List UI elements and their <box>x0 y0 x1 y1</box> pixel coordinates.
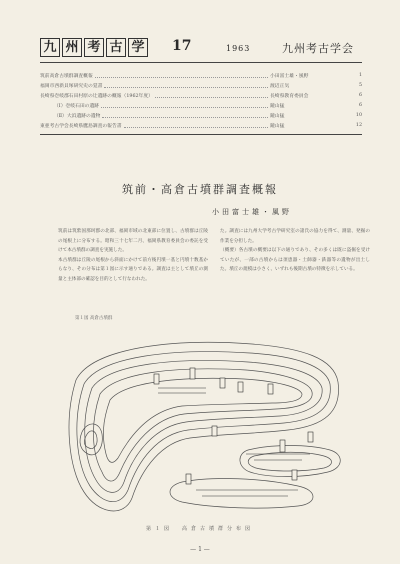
masthead-char: 九 <box>40 38 60 57</box>
toc-author: 小田富士雄・風野 <box>270 73 309 79</box>
tumulus-marker <box>186 474 191 484</box>
article-authors: 小田富士雄・風野 <box>212 208 292 216</box>
toc-page: 5 <box>358 82 362 88</box>
toc-leader <box>101 103 268 108</box>
toc-title: （Ⅰ）壱岐石田の遺跡 <box>54 103 100 109</box>
tumulus-marker <box>154 374 159 384</box>
toc-entry <box>40 110 362 120</box>
toc-leader <box>95 73 268 78</box>
tumulus-marker <box>190 368 195 379</box>
toc-leader <box>104 83 268 88</box>
toc-author: 長崎県教育委員会 <box>270 93 309 99</box>
tumulus-marker <box>220 378 225 388</box>
toc-title: 長崎県壱岐郡石田村原の辻遺跡の概報（1962年度） <box>40 93 153 99</box>
society-name: 九州考古学会 <box>282 42 354 55</box>
contour-line <box>248 452 331 471</box>
toc-author: 渡辺正気 <box>270 83 290 89</box>
toc-page: 6 <box>358 102 362 108</box>
toc-author: 鏡山猛 <box>270 113 285 119</box>
toc-rule <box>40 134 362 135</box>
body-paragraph: た。調査には九州大学考古学研究室の諸氏の協力を得て、測量、発掘の作業を分担した。 <box>220 229 370 244</box>
issue-number: 17 <box>172 38 192 54</box>
tumulus-marker <box>268 384 273 394</box>
tumulus-mound <box>80 424 102 455</box>
tumulus-marker <box>280 440 285 452</box>
toc-title: 筑前高倉古墳群調査概報 <box>40 73 93 79</box>
toc-page: 10 <box>355 112 362 118</box>
masthead-char: 考 <box>84 38 104 57</box>
header-rule <box>40 62 362 63</box>
page-number: — 1 — <box>190 546 210 553</box>
article-column-left <box>58 227 208 284</box>
publication-year: 1963 <box>226 44 251 53</box>
tumulus-mound <box>84 431 97 449</box>
journal-masthead <box>40 38 170 57</box>
contour-line <box>170 479 313 509</box>
article-column-right <box>220 227 370 275</box>
toc-leader <box>102 113 268 118</box>
toc-leader <box>124 123 268 128</box>
contour-line <box>93 369 312 481</box>
table-of-contents <box>40 70 362 130</box>
figure-caption: 第１図 高倉古墳群分布図 <box>145 526 254 532</box>
toc-page: 12 <box>355 122 362 128</box>
body-paragraph: 筑前は筑紫国那珂郡の北部、福岡市域の北東部に位置し、古墳群は丘陵の尾根上に分布する。昭和三十七年二月、福岡県教育委員会の委託を受けて本古墳群の調査を実施した。 <box>58 229 208 253</box>
masthead-char: 学 <box>128 38 148 57</box>
toc-entry <box>40 100 362 110</box>
toc-page: 6 <box>358 92 362 98</box>
toc-title: 東亜考古学会長崎県鷹島調査の報告書 <box>40 123 122 129</box>
toc-entry <box>40 70 362 80</box>
toc-entry <box>40 120 362 130</box>
tumulus-distribution-map <box>62 322 344 520</box>
toc-entry <box>40 90 362 100</box>
toc-leader <box>155 93 268 98</box>
masthead-char: 古 <box>106 38 126 57</box>
toc-title: （Ⅱ）大浜遺跡の遺物 <box>54 113 101 119</box>
tumulus-marker <box>238 382 243 392</box>
figure-label: 第１図 高倉古墳群 <box>75 316 113 321</box>
article-title: 筑前・高倉古墳群調査概報 <box>122 183 278 196</box>
toc-author: 鏡山猛 <box>270 123 285 129</box>
contour-line <box>240 446 340 477</box>
body-paragraph: （概要）各古墳の概要は以下の通りであり、その多くは既に盗掘を受けていたが、一部の古墳からは須恵器・土師器・鉄器等の遺物が出土した。墳丘の規模は小さく、いずれも後期古墳の特徴を示している。 <box>220 248 370 272</box>
toc-page: 1 <box>358 72 362 78</box>
body-paragraph: 本古墳群は丘陵の尾根から斜面にかけて前方後円墳一基と円墳十数基からなり、その分布は第１図に示す通りである。調査は主として墳丘の測量と主体部の確認を目的として行なわれた。 <box>58 257 208 282</box>
masthead-char: 州 <box>62 38 82 57</box>
tumulus-marker <box>308 432 313 442</box>
toc-entry <box>40 80 362 90</box>
toc-title: 福岡市西新貝塚研究史の覚書 <box>40 83 103 89</box>
tumulus-marker <box>292 470 297 480</box>
tumulus-marker <box>212 426 217 436</box>
toc-author: 鏡山猛 <box>270 103 285 109</box>
